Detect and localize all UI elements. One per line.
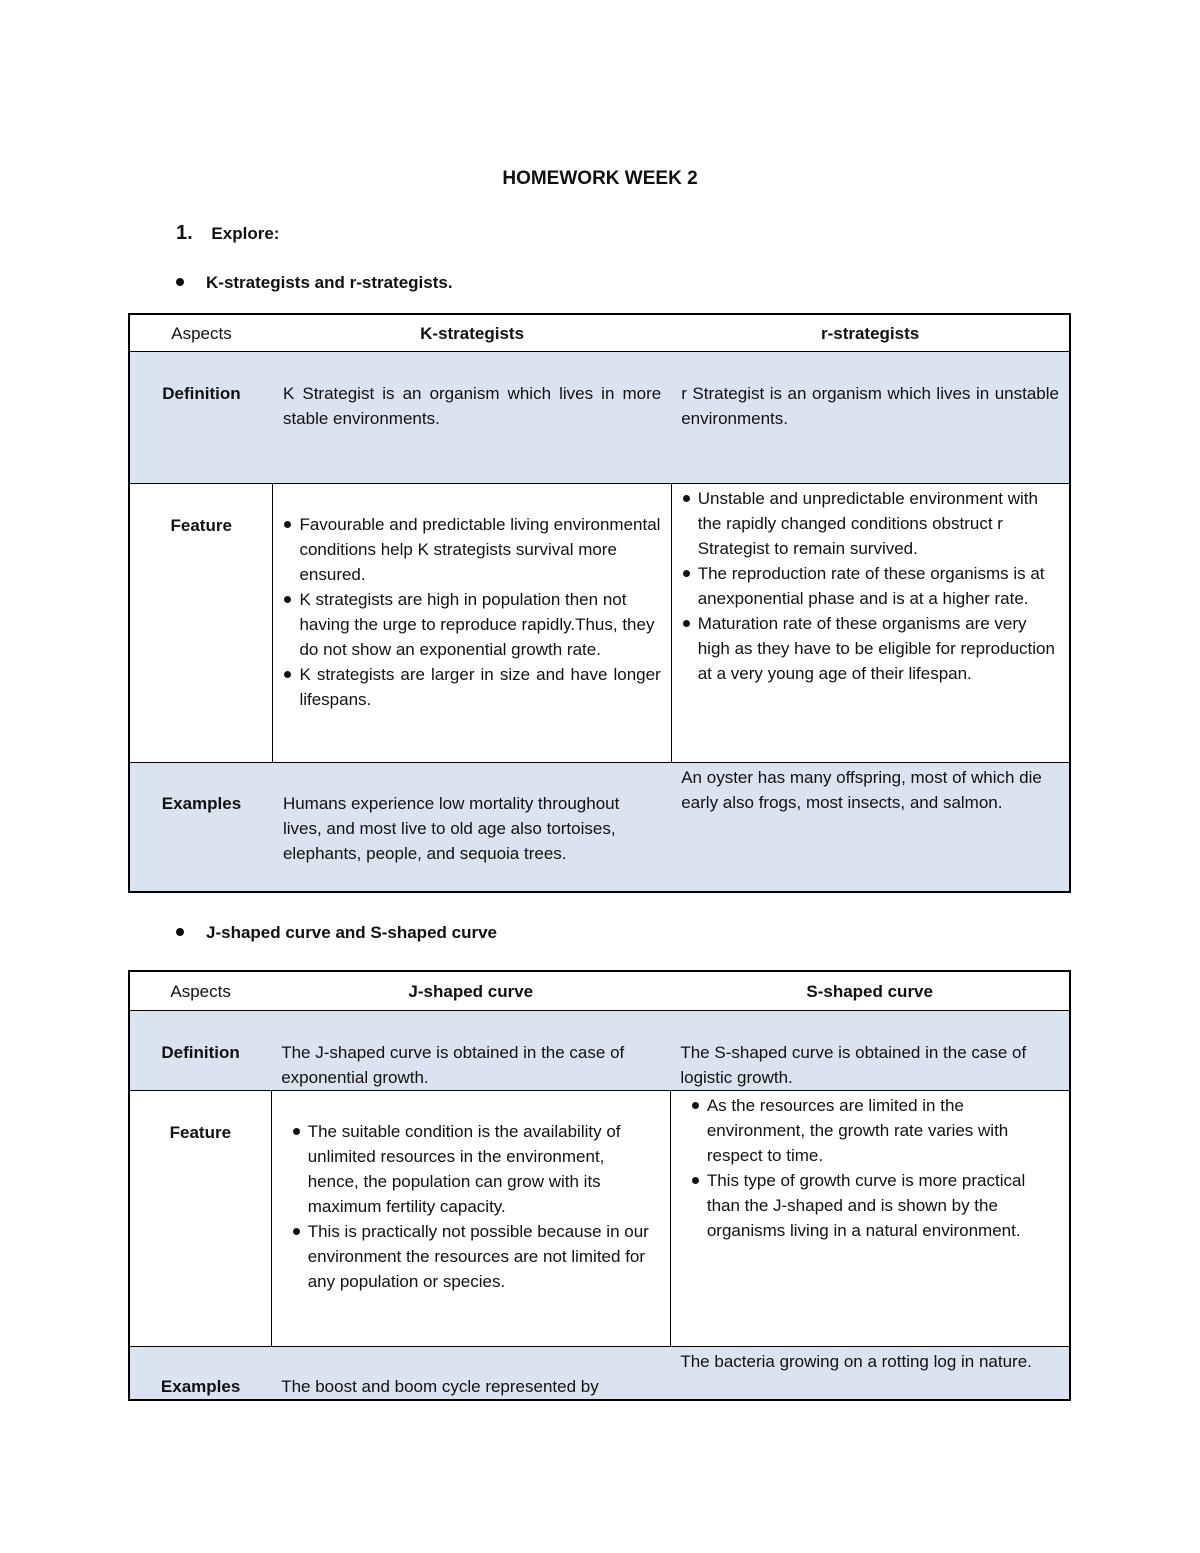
column-header-aspects: Aspects (130, 315, 273, 352)
section-number: 1. (176, 222, 193, 244)
section-heading (176, 222, 279, 245)
s-features (670, 1091, 1069, 1347)
r-examples: An oyster has many offspring, most of which die early also frogs, most insects, and salmon. (671, 763, 1069, 892)
feature-row (130, 484, 1070, 763)
list-item: The suitable condition is the availability of unlimited resources in the environment, hence, the population can grow with its maximum fertility capacity. (308, 1119, 660, 1219)
list-item: The reproduction rate of these organisms is at anexponential phase and is at a higher rate. (698, 561, 1059, 611)
j-examples: The boost and boom cycle represented by (271, 1347, 670, 1400)
list-item: Maturation rate of these organisms are very high as they have to be eligible for reproduction at a very young age of their lifespan. (698, 611, 1059, 686)
row-label-feature: Feature (130, 1091, 272, 1347)
definition-row (130, 1011, 1070, 1091)
k-definition: K Strategist is an organism which lives in more stable environments. (273, 352, 671, 484)
column-header-j: J-shaped curve (271, 972, 670, 1011)
row-label-feature: Feature (130, 484, 273, 763)
k-features (273, 484, 671, 763)
column-header-r: r-strategists (671, 315, 1069, 352)
list-item: Unstable and unpredictable environment with the rapidly changed conditions obstruct r Strategist to remain survived. (698, 486, 1059, 561)
strategists-table (129, 314, 1070, 892)
list-item: As the resources are limited in the environment, the growth rate varies with respect to time. (707, 1093, 1059, 1168)
feature-row (130, 1091, 1070, 1347)
growth-curve-table (129, 971, 1070, 1400)
examples-row (130, 1347, 1070, 1400)
row-label-definition: Definition (130, 1011, 272, 1091)
r-features (671, 484, 1069, 763)
table-header-row (130, 972, 1070, 1011)
row-label-definition: Definition (130, 352, 273, 484)
bullet-icon (176, 278, 184, 286)
list-item: Favourable and predictable living environmental conditions help K strategists survival more ensured. (299, 512, 660, 587)
definition-row (130, 352, 1070, 484)
k-examples: Humans experience low mortality throughout lives, and most live to old age also tortoises, elephants, people, and sequoia trees. (273, 763, 671, 892)
table1-heading (176, 273, 453, 293)
table-header-row (130, 315, 1070, 352)
s-examples: The bacteria growing on a rotting log in nature. (670, 1347, 1069, 1400)
r-definition: r Strategist is an organism which lives in unstable environments. (671, 352, 1069, 484)
row-label-examples: Examples (130, 1347, 272, 1400)
page-title: HOMEWORK WEEK 2 (502, 168, 698, 189)
j-definition: The J-shaped curve is obtained in the case of exponential growth. (271, 1011, 670, 1091)
column-header-s: S-shaped curve (670, 972, 1069, 1011)
list-item: K strategists are larger in size and have longer lifespans. (299, 662, 660, 712)
j-features (271, 1091, 670, 1347)
table2-heading (176, 923, 497, 943)
column-header-aspects: Aspects (130, 972, 272, 1011)
table2-heading-text: J-shaped curve and S-shaped curve (206, 923, 497, 942)
examples-row (130, 763, 1070, 892)
s-definition: The S-shaped curve is obtained in the case of logistic growth. (670, 1011, 1069, 1091)
list-item: K strategists are high in population then not having the urge to reproduce rapidly.Thus, they do not show an exponential growth rate. (299, 587, 660, 662)
column-header-k: K-strategists (273, 315, 671, 352)
list-item: This is practically not possible because in our environment the resources are not limited for any population or species. (308, 1219, 660, 1294)
list-item: This type of growth curve is more practical than the J-shaped and is shown by the organisms living in a natural environment. (707, 1168, 1059, 1243)
bullet-icon (176, 928, 184, 936)
table1-heading-text: K-strategists and r-strategists. (206, 273, 453, 292)
row-label-examples: Examples (130, 763, 273, 892)
section-label: Explore: (211, 224, 280, 243)
